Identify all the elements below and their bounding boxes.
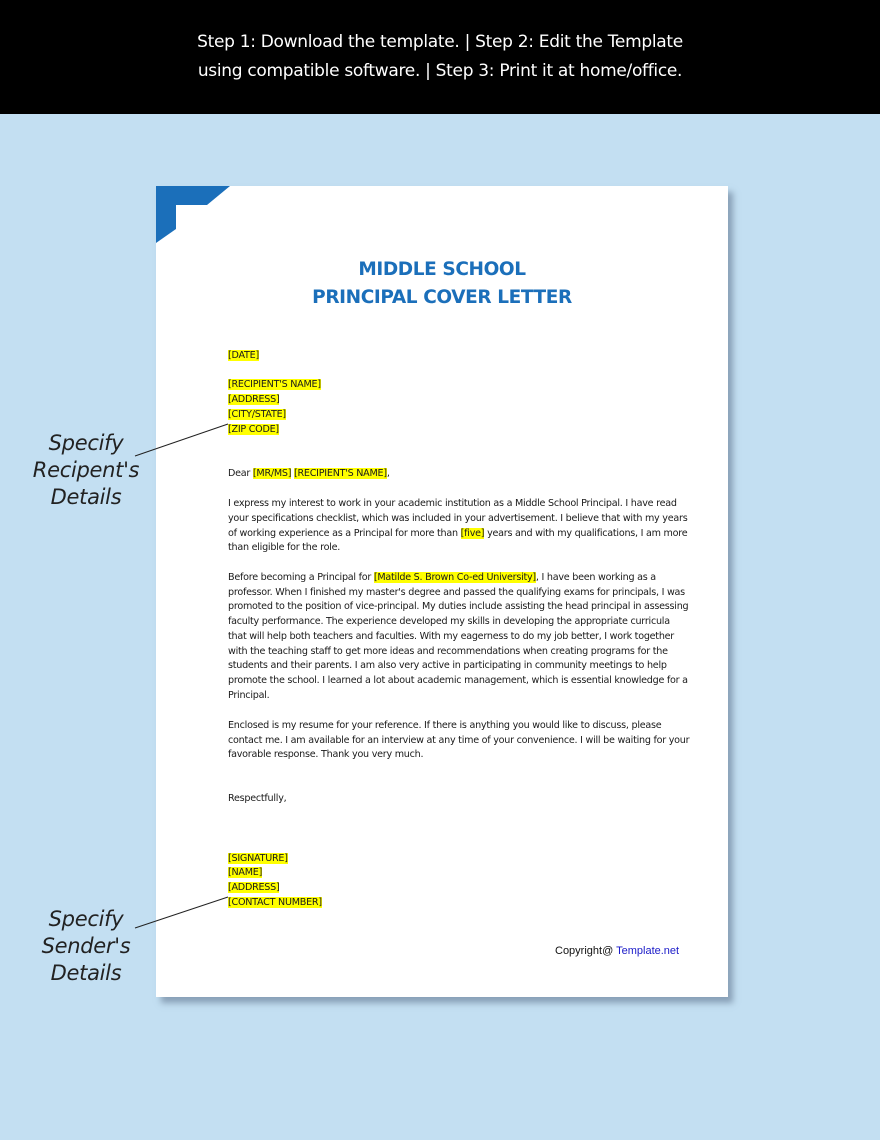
date-field[interactable]: [DATE] <box>228 350 259 361</box>
instructions-banner <box>0 0 880 114</box>
sender-name-field[interactable]: [NAME] <box>228 867 263 878</box>
annotation-text: Recipent's <box>32 458 140 482</box>
recipient-city-state-field[interactable]: [CITY/STATE] <box>228 409 286 420</box>
sender-address-field[interactable]: [ADDRESS] <box>228 882 280 893</box>
annotation-text: Details <box>50 961 122 985</box>
annotation-text: Sender's <box>41 934 131 958</box>
recipient-name-field[interactable]: [RECIPIENT'S NAME] <box>228 379 321 390</box>
recipient-zip-field[interactable]: [ZIP CODE] <box>228 424 279 435</box>
paragraph-2-line: students and their parents. I am also very active in participating in community meetings to help <box>228 660 667 671</box>
annotation-text: Specify <box>48 431 124 455</box>
salutation-title-field[interactable]: [MR/MS] <box>252 468 292 479</box>
paragraph-2-line: promoted to the position of vice-principal. My duties include assisting the head principal in assessing <box>228 601 689 612</box>
recipient-annotation <box>20 430 152 511</box>
sender-contact-field[interactable]: [CONTACT NUMBER] <box>228 897 322 908</box>
banner-line-2: using compatible software. | Step 3: Print it at home/office. <box>197 61 683 81</box>
paragraph-2-line: with the teaching staff to get more ideas and recommendations when creating programs for the <box>228 646 668 657</box>
paragraph-1-line: your specifications checklist, which was included in your advertisement. I believe that with my years <box>228 513 688 524</box>
template-net-link[interactable]: Template.net <box>616 945 680 957</box>
paragraph-3-line: contact me. I am available for an interview at any time of your convenience. I will be waiting for your <box>228 735 690 746</box>
paragraph-2-line: faculty performance. The experience developed my skills in developing the appropriate curricula <box>228 616 670 627</box>
corner-decoration-icon <box>156 186 236 246</box>
paragraph-3-line: favorable response. Thank you very much. <box>228 749 424 760</box>
copyright-notice: Copyright@ Template.net <box>555 945 680 957</box>
cover-letter-page <box>156 186 728 997</box>
institution-field[interactable]: [Matilde S. Brown Co-ed University] <box>373 572 536 583</box>
document-title-line-2: PRINCIPAL COVER LETTER <box>312 287 572 308</box>
paragraph-1-line: than eligible for the role. <box>228 542 341 553</box>
salutation-name-field[interactable]: [RECIPIENT'S NAME] <box>294 468 387 479</box>
paragraph-1-line: I express my interest to work in your academic institution as a Middle School Principal. I have read <box>228 498 677 509</box>
paragraph-3-line: Enclosed is my resume for your reference. If there is anything you would like to discuss, please <box>228 720 662 731</box>
document-title-line-1: MIDDLE SCHOOL <box>358 259 526 280</box>
paragraph-1-line: of working experience as a Principal for more than [five] years and with my qualifications, I am more <box>228 528 688 539</box>
banner-line-1: Step 1: Download the template. | Step 2: Edit the Template <box>197 32 683 52</box>
paragraph-2-line: that will help both teachers and faculties. With my eagerness to do my job better, I work together <box>228 631 674 642</box>
annotation-text: Details <box>50 485 122 509</box>
closing: Respectfully, <box>228 793 287 804</box>
sender-annotation <box>20 906 152 987</box>
years-field[interactable]: [five] <box>460 528 485 539</box>
sender-signature-field[interactable]: [SIGNATURE] <box>228 853 288 864</box>
paragraph-2-line: Before becoming a Principal for [Matilde S. Brown Co-ed University], I have been working as a <box>228 572 656 583</box>
salutation: Dear [MR/MS] [RECIPIENT'S NAME], <box>228 468 390 479</box>
paragraph-2-line: promote the school. I learned a lot about academic management, which is essential knowledge for a <box>228 675 688 686</box>
recipient-address-field[interactable]: [ADDRESS] <box>228 394 280 405</box>
paragraph-2-line: Principal. <box>228 690 270 701</box>
paragraph-2-line: professor. When I finished my master's degree and passed the qualifying exams for principals, I was <box>228 587 685 598</box>
annotation-text: Specify <box>48 907 124 931</box>
